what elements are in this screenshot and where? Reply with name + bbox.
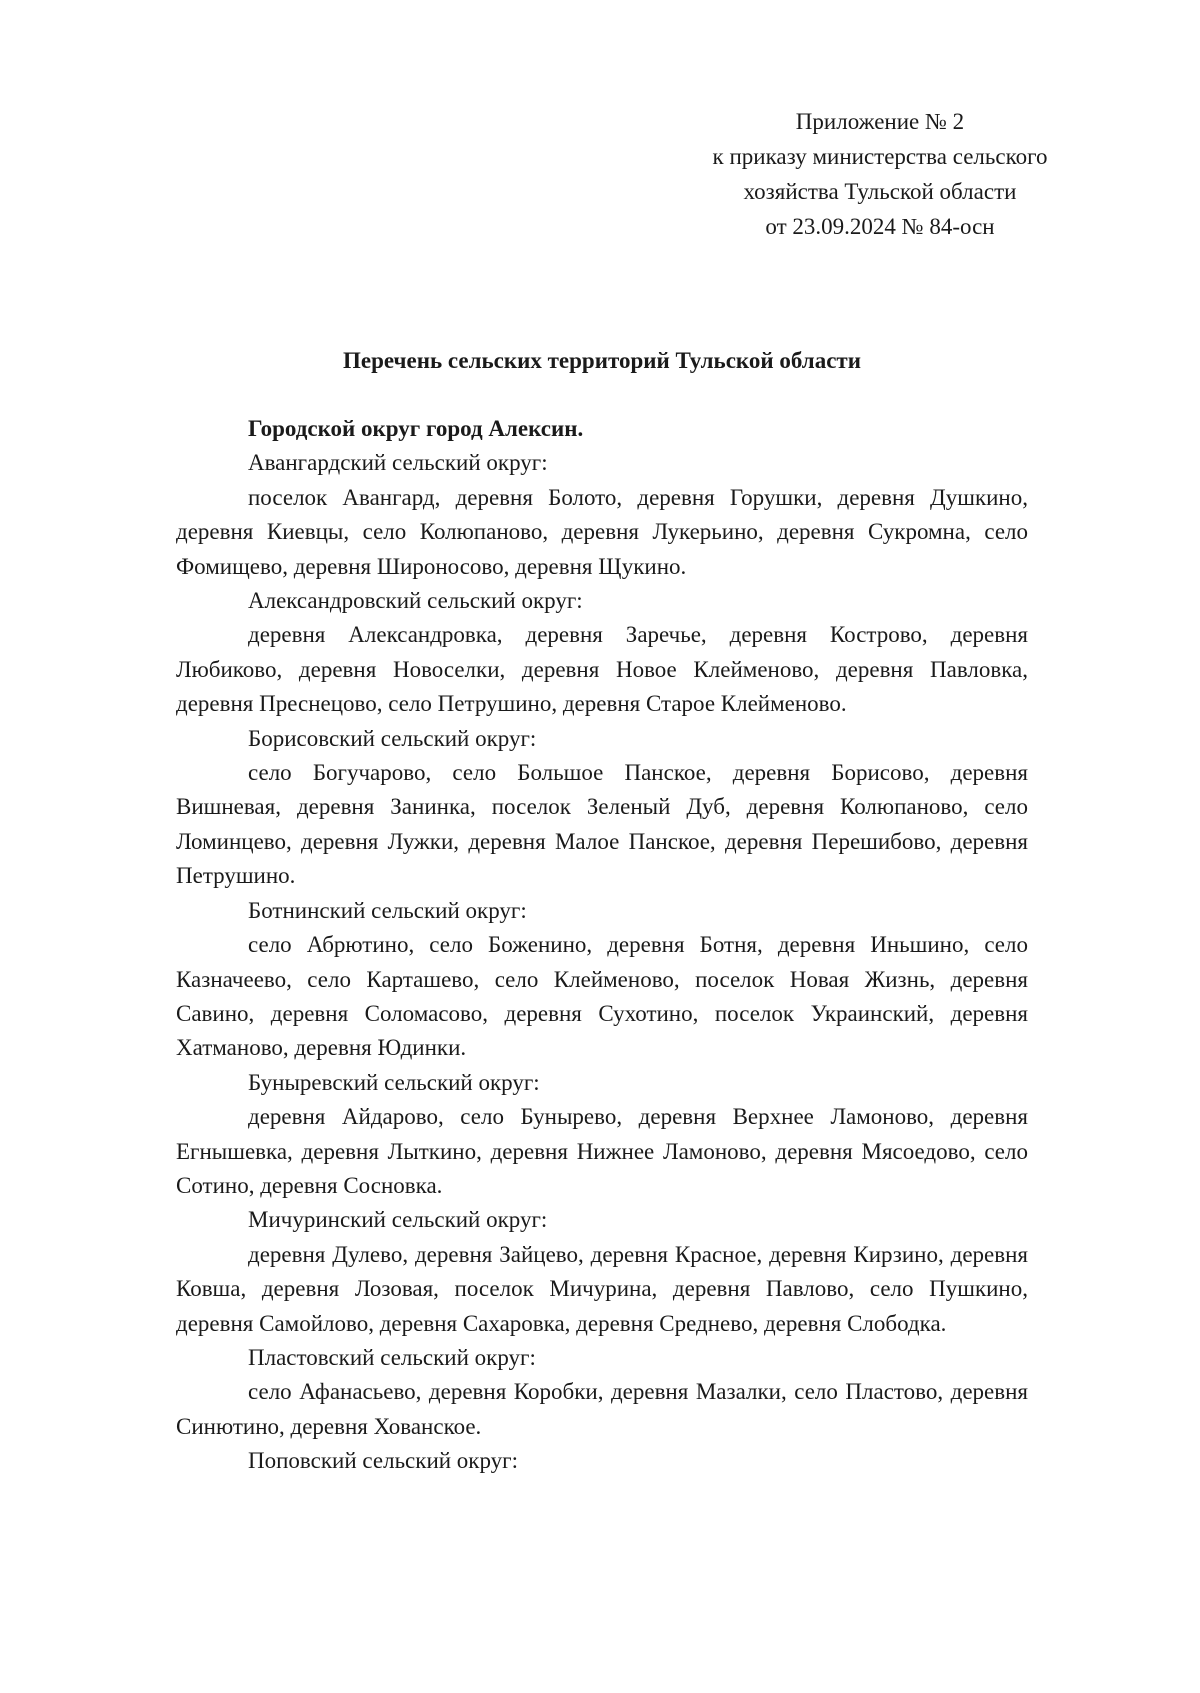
attachment-number: Приложение № 2 xyxy=(795,109,965,134)
okrug-name: Авангардский сельский округ: xyxy=(248,450,548,476)
okrug-name: Поповский сельский округ: xyxy=(248,1448,519,1474)
attachment-order-ref: к приказу министерства сельского xyxy=(712,144,1048,169)
okrug-name: Александровский сельский округ: xyxy=(248,588,583,614)
okrug-name: Пластовский сельский округ: xyxy=(248,1344,536,1370)
document-title: Перечень сельских территорий Тульской области xyxy=(343,348,861,373)
document-body xyxy=(176,412,1028,1479)
okrug-name: Мичуринский сельский округ: xyxy=(248,1207,548,1233)
district-heading: Городской округ город Алексин. xyxy=(248,416,584,441)
attachment-ministry: хозяйства Тульской области xyxy=(743,179,1017,204)
okrug-settlements: село Абрютино, село Боженино, деревня Ботня, деревня Иньшино, село Казначеево, село Карташево, село Клейменово, поселок Новая Жизнь, деревня Савино, деревня Соломасово, деревня Сухотино, поселок Украинский, деревня Хатманово, деревня Юдинки. xyxy=(176,932,1028,1061)
okrug-settlements: село Афанасьево, деревня Коробки, деревня Мазалки, село Пластово, деревня Синютино, деревня Хованское. xyxy=(176,1379,1028,1439)
attachment-date-number: от 23.09.2024 № 84-осн xyxy=(765,214,995,239)
attachment-header xyxy=(660,104,1100,244)
okrug-settlements: деревня Айдарово, село Бунырево, деревня Верхнее Ламоново, деревня Егнышевка, деревня Лыткино, деревня Нижнее Ламоново, деревня Мясоедово, село Сотино, деревня Сосновка. xyxy=(176,1104,1028,1198)
okrug-settlements: село Богучарово, село Большое Панское, деревня Борисово, деревня Вишневая, деревня Занинка, поселок Зеленый Дуб, деревня Колюпаново, село Ломинцево, деревня Лужки, деревня Малое Панское, деревня Перешибово, деревня Петрушино. xyxy=(176,760,1028,889)
okrug-name: Ботнинский сельский округ: xyxy=(248,897,527,923)
okrug-settlements: деревня Александровка, деревня Заречье, деревня Кострово, деревня Любиково, деревня Новоселки, деревня Новое Клейменово, деревня Павловка, деревня Преснецово, село Петрушино, деревня Старое Клейменово. xyxy=(176,622,1028,717)
okrug-name: Борисовский сельский округ: xyxy=(248,725,537,751)
okrug-settlements: поселок Авангард, деревня Болото, деревня Горушки, деревня Душкино, деревня Киевцы, село Колюпаново, деревня Лукерьино, деревня Сукромна, село Фомищево, деревня Широносово, деревня Щукино. xyxy=(176,484,1028,579)
okrug-settlements: деревня Дулево, деревня Зайцево, деревня Красное, деревня Кирзино, деревня Ковша, деревня Лозовая, поселок Мичурина, деревня Павлово, село Пушкино, деревня Самойлово, деревня Сахаровка, деревня Среднево, деревня Слободка. xyxy=(176,1241,1028,1336)
okrug-name: Буныревский сельский округ: xyxy=(248,1069,540,1095)
